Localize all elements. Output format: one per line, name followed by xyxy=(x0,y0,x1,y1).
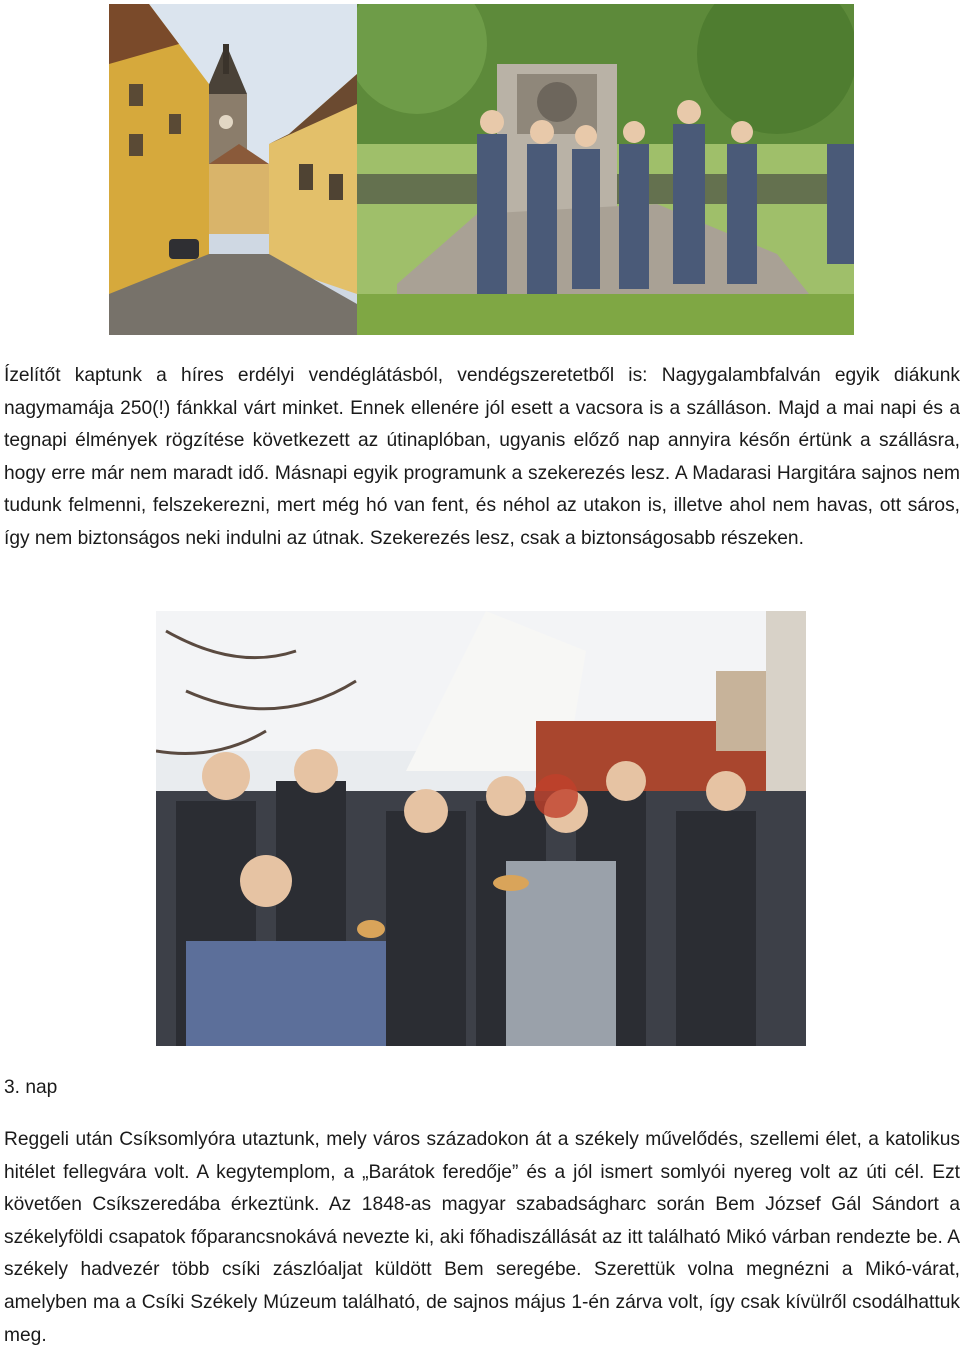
paragraph-first: Ízelítőt kaptunk a híres erdélyi vendéglátásból, vendégszeretetből is: Nagygalambfalván egyik diákunk nagymamája 250(!) fánkkal várt minket. Ennek ellenére jól esett a vacsora is a szálláson. Majd a mai napi és a tegnapi élmények rögzítése következett az útinaplóban, ugyanis előző nap annyira későn értünk a szállásra, hogy erre már nem maradt idő. Másnapi egyik programunk a szekerezés lesz. A Madarasi Hargitára sajnos nem tudunk felmenni, felszekerezni, mert még hó van fent, és néhol az utakon is, illetve ahol nem havas, ott sáros, így nem biztonságos neki indulni az útnak. Szekerezés lesz, csak a biztonságosabb részeken. xyxy=(4,365,960,549)
photo-memorial-students xyxy=(357,4,854,335)
paragraph-second: Reggeli után Csíksomlyóra utaztunk, mely város századokon át a székely művelődés, szellemi élet, a katolikus hitélet fellegvára volt. A kegytemplom, a „Barátok feredője” és a jól ismert somlyói nyereg volt az úti cél. Ezt követően Csíkszeredába érkeztünk. Az 1848-as magyar szabadságharc során Bem József Gál Sándort a székelyföldi csapatok főparancsnokává nevezte ki, aki főhadiszállását az itt található Mikó várban rendezte be. A székely hadvezér több csíki zászlóaljat küldött Bem seregébe. Szerettük volna megnézni a Mikó-várat, amelyben ma a Csíki Székely Múzeum található, de sajnos május 1-én zárva volt, így csak kívülről csodálhattuk meg. xyxy=(4,1129,960,1346)
photo-students-doughnuts xyxy=(156,611,806,1046)
day-heading: 3. nap xyxy=(4,1077,58,1098)
photo-street-clock-tower xyxy=(109,4,357,335)
